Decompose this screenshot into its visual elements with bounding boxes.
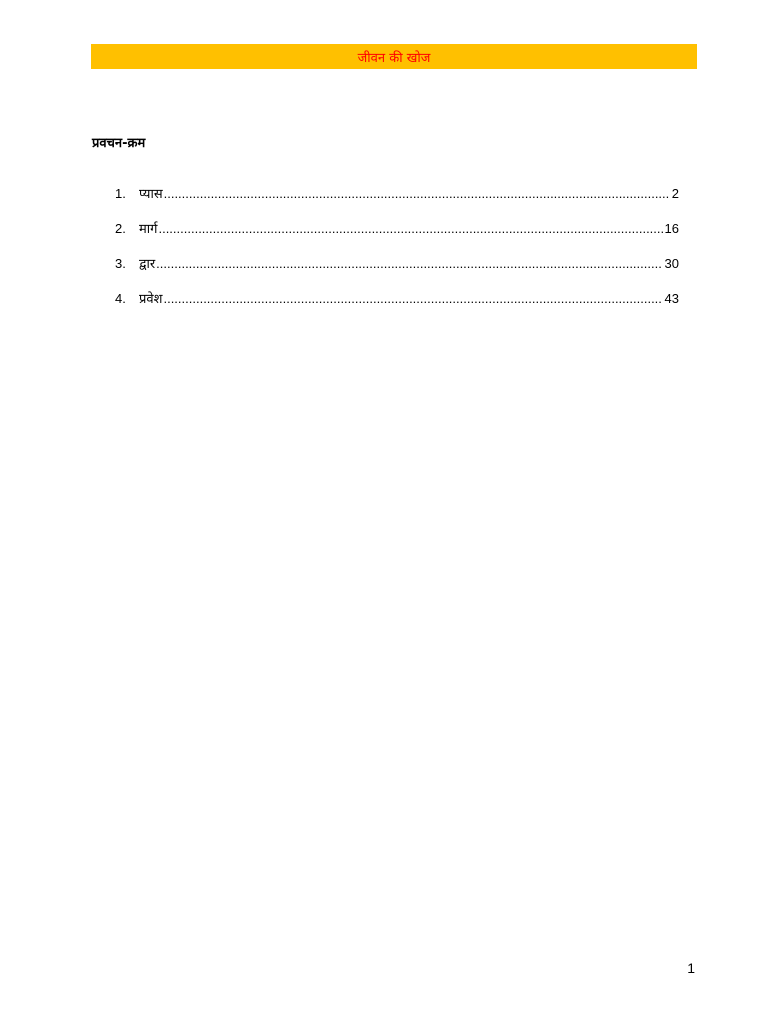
toc-entry-title[interactable]: द्वार: [139, 257, 156, 272]
table-of-contents: [115, 184, 679, 324]
toc-entry-title[interactable]: मार्ग: [139, 222, 158, 237]
header-bar: [91, 44, 697, 69]
toc-heading: प्रवचन-क्रम: [92, 136, 146, 151]
toc-entry[interactable]: [115, 219, 679, 254]
toc-entry-number: 1.: [115, 186, 126, 201]
toc-entry-title[interactable]: प्रवेश: [139, 292, 163, 307]
toc-entry-page[interactable]: 30: [664, 256, 679, 271]
toc-entry-number: 3.: [115, 256, 126, 271]
dot-leader: [164, 186, 670, 201]
toc-entry-page[interactable]: 16: [664, 221, 679, 236]
toc-entry-number: 2.: [115, 221, 126, 236]
dot-leader: [156, 256, 662, 271]
toc-entry[interactable]: [115, 184, 679, 219]
toc-entry-page[interactable]: 43: [664, 291, 679, 306]
toc-entry[interactable]: [115, 289, 679, 324]
page-number: 1: [687, 960, 695, 976]
toc-entry-page[interactable]: 2: [671, 186, 679, 201]
dot-leader: [163, 291, 662, 306]
dot-leader: [158, 221, 662, 236]
toc-entry[interactable]: [115, 254, 679, 289]
toc-entry-number: 4.: [115, 291, 126, 306]
book-title: जीवन की खोज: [357, 50, 431, 66]
toc-entry-title[interactable]: प्यास: [139, 187, 163, 202]
